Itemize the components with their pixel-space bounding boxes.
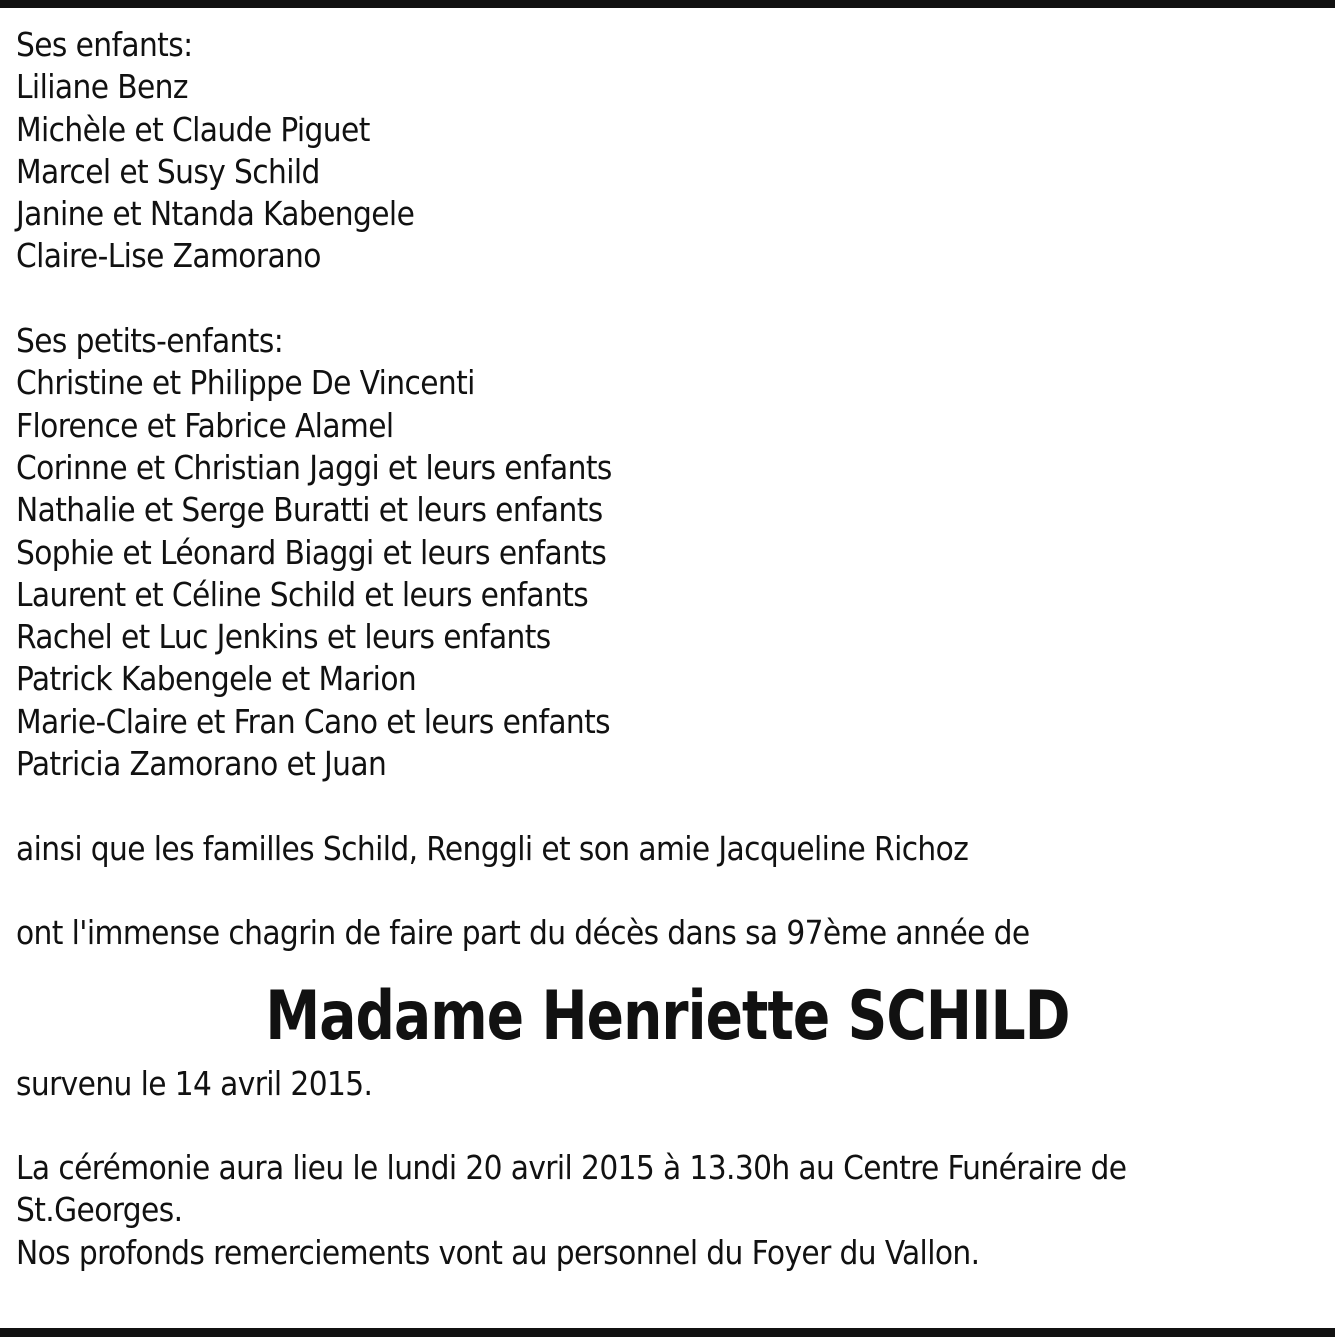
child-name: Marcel et Susy Schild bbox=[16, 151, 320, 191]
grandchildren-heading: Ses petits-enfants: bbox=[16, 321, 284, 361]
children-section bbox=[16, 24, 1316, 278]
announcement-line: ont l'immense chagrin de faire part du décès dans sa 97ème année de bbox=[16, 913, 1030, 953]
grandchild-name: Patrick Kabengele et Marion bbox=[16, 659, 417, 699]
grandchild-name: Christine et Philippe De Vincenti bbox=[16, 363, 475, 403]
bottom-border-rule bbox=[0, 1328, 1335, 1337]
grandchild-name: Laurent et Céline Schild et leurs enfants bbox=[16, 574, 589, 614]
grandchild-name: Corinne et Christian Jaggi et leurs enfants bbox=[16, 447, 612, 487]
top-border-rule bbox=[0, 0, 1335, 8]
grandchild-name: Patricia Zamorano et Juan bbox=[16, 744, 387, 784]
ceremony-line-1: La cérémonie aura lieu le lundi 20 avril 2015 à 13.30h au Centre Funéraire de bbox=[16, 1148, 1127, 1188]
grandchild-name: Rachel et Luc Jenkins et leurs enfants bbox=[16, 617, 551, 657]
children-heading: Ses enfants: bbox=[16, 25, 193, 64]
child-name: Claire-Lise Zamorano bbox=[16, 236, 321, 276]
grandchild-name: Sophie et Léonard Biaggi et leurs enfants bbox=[16, 532, 607, 572]
grandchild-name: Marie-Claire et Fran Cano et leurs enfants bbox=[16, 701, 611, 741]
ceremony-line-2: St.Georges. bbox=[16, 1190, 183, 1230]
grandchildren-section bbox=[16, 320, 1316, 785]
thanks-line: Nos profonds remerciements vont au personnel du Foyer du Vallon. bbox=[16, 1232, 980, 1272]
grandchild-name: Florence et Fabrice Alamel bbox=[16, 405, 394, 445]
grandchild-name: Nathalie et Serge Buratti et leurs enfants bbox=[16, 490, 603, 530]
child-name: Janine et Ntanda Kabengele bbox=[16, 194, 415, 234]
obituary-text bbox=[16, 24, 1316, 1274]
families-line: ainsi que les familles Schild, Renggli et son amie Jacqueline Richoz bbox=[16, 828, 969, 868]
child-name: Michèle et Claude Piguet bbox=[16, 109, 370, 149]
deceased-name: Madame Henriette SCHILD bbox=[265, 976, 1070, 1056]
child-name: Liliane Benz bbox=[16, 67, 188, 107]
date-of-death: survenu le 14 avril 2015. bbox=[16, 1063, 373, 1103]
